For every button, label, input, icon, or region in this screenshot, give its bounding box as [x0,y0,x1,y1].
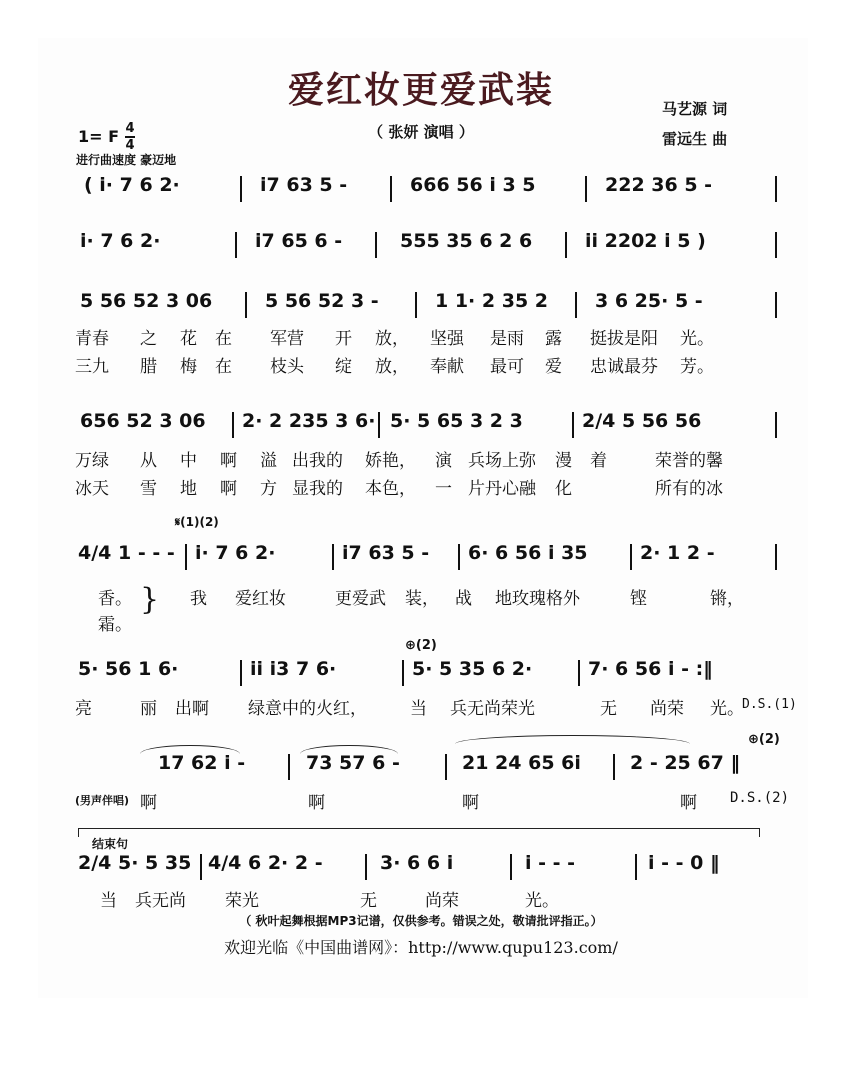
measure: ( i· 7 6 2· [84,174,180,196]
ending-bracket [78,828,760,837]
measure: 2 - 25 67 ‖ [630,752,740,774]
measure: 2/4 5· 5 35 [78,852,192,874]
ds-1-marker: D.S.(1) [742,697,797,712]
measure: i· 7 6 2· [80,230,161,252]
measure: i7 63 5 - [342,542,430,564]
measure: 2· 1 2 - [640,542,715,564]
measure: 555 35 6 2 6 [400,230,533,252]
measure: 5· 5 65 3 2 3 [390,410,523,432]
transcription-note: （ 秋叶起舞根据MP3记谱，仅供参考。错误之处，敬请批评指正。） [239,914,603,928]
lyrics-verse-1-line-2: 三九 腊 梅 在 枝头 绽 放， 奉献 最可 爱 忠诚最芬 芳。 [75,357,714,377]
measure: 73 57 6 - [306,752,400,774]
measure: 21 24 65 6i [462,752,581,774]
measure: 5· 5 35 6 2· [412,658,533,680]
staff-row-ending [70,852,790,882]
measure: 656 52 3 06 [80,410,206,432]
tempo-marking: 进行曲速度 豪迈地 [76,153,177,167]
coda-marker: ⊕(2) [405,638,437,653]
measure: ii i3 7 6· [250,658,337,680]
measure: i - - - [525,852,576,874]
composer: 雷远生 曲 [662,130,728,148]
measure: 6· 6 56 i 35 [468,542,588,564]
website-link[interactable]: 欢迎光临《中国曲谱网》：http://www.qupu123.com/ [224,938,618,957]
measure: 5 56 52 3 06 [80,290,213,312]
measure: i· 7 6 2· [195,542,276,564]
staff-row-verse-1 [70,290,790,320]
key-signature [78,122,135,152]
staff-row-intro-2 [70,230,790,260]
measure: 666 56 i 3 5 [410,174,536,196]
ds-2-marker: D.S.(2) [730,790,790,806]
key-label: 1= F [78,127,120,147]
ending-label: 结束句 [92,837,129,851]
lyrics-male-chorus: (男声伴唱) 啊 啊 啊 啊 D.S.(2) [75,790,790,813]
song-title: 爱红妆更爱武装 [287,70,554,111]
measure: i7 65 6 - [255,230,343,252]
coda-marker-2: ⊕(2) [748,732,780,747]
staff-row-intro-1 [70,174,790,204]
measure: 7· 6 56 i - :‖ [588,658,713,680]
measure: 4/4 6 2· 2 - [208,852,323,874]
measure: 222 36 5 - [605,174,713,196]
measure: 2· 2 235 3 6· [242,410,376,432]
measure: i - - 0 ‖ [648,852,720,874]
measure: 3 6 25· 5 - [595,290,703,312]
segno-marker: 𝄋(1)(2) [175,515,219,529]
measure: 3· 6 6 i [380,852,454,874]
lyrics-verse-2-line-2: 冰天 雪 地 啊 方 显我的 本色， 一 片丹心融 化 所有的冰 [75,479,723,499]
staff-row-verse-2 [70,410,790,440]
lyrics-verse-1-line-1: 青春 之 花 在 军营 开 放， 坚强 是雨 露 挺拔是阳 光。 [75,329,714,349]
lyricist: 马艺源 词 [662,100,728,118]
measure: 5· 56 1 6· [78,658,179,680]
staff-row-chorus-2 [70,658,790,688]
measure: ii 2202 i 5 ) [585,230,706,252]
staff-row-male-chorus [70,752,790,782]
staff-row-chorus-1 [70,542,790,572]
lyrics-ending: 当 兵无尚 荣光 无 尚荣 光。 [100,891,559,911]
measure: 1 1· 2 35 2 [435,290,548,312]
time-signature: $\frac{4}{4}$ [125,121,135,153]
credits [662,94,727,154]
singer-credit: （ 张妍 演唱 ） [368,123,474,141]
lyrics-verse-2-line-1: 万绿 从 中 啊 溢 出我的 娇艳， 演 兵场上弥 漫 着 荣誉的馨 [75,451,723,471]
lyrics-chorus-2: 亮 丽 出啊 绿意中的火红， 当 兵无尚荣光 无 尚荣 光。 D.S.(1) [75,697,797,719]
measure: 2/4 5 56 56 [582,410,702,432]
lyrics-chorus-1: 香。 霜。 } 我 爱红妆 更爱武 装， 战 地玫瑰格外 铿 锵， [98,582,744,635]
measure: 5 56 52 3 - [265,290,379,312]
measure: 4/4 1 - - - [78,542,175,564]
measure: 17 62 i - [158,752,246,774]
measure: i7 63 5 - [260,174,348,196]
